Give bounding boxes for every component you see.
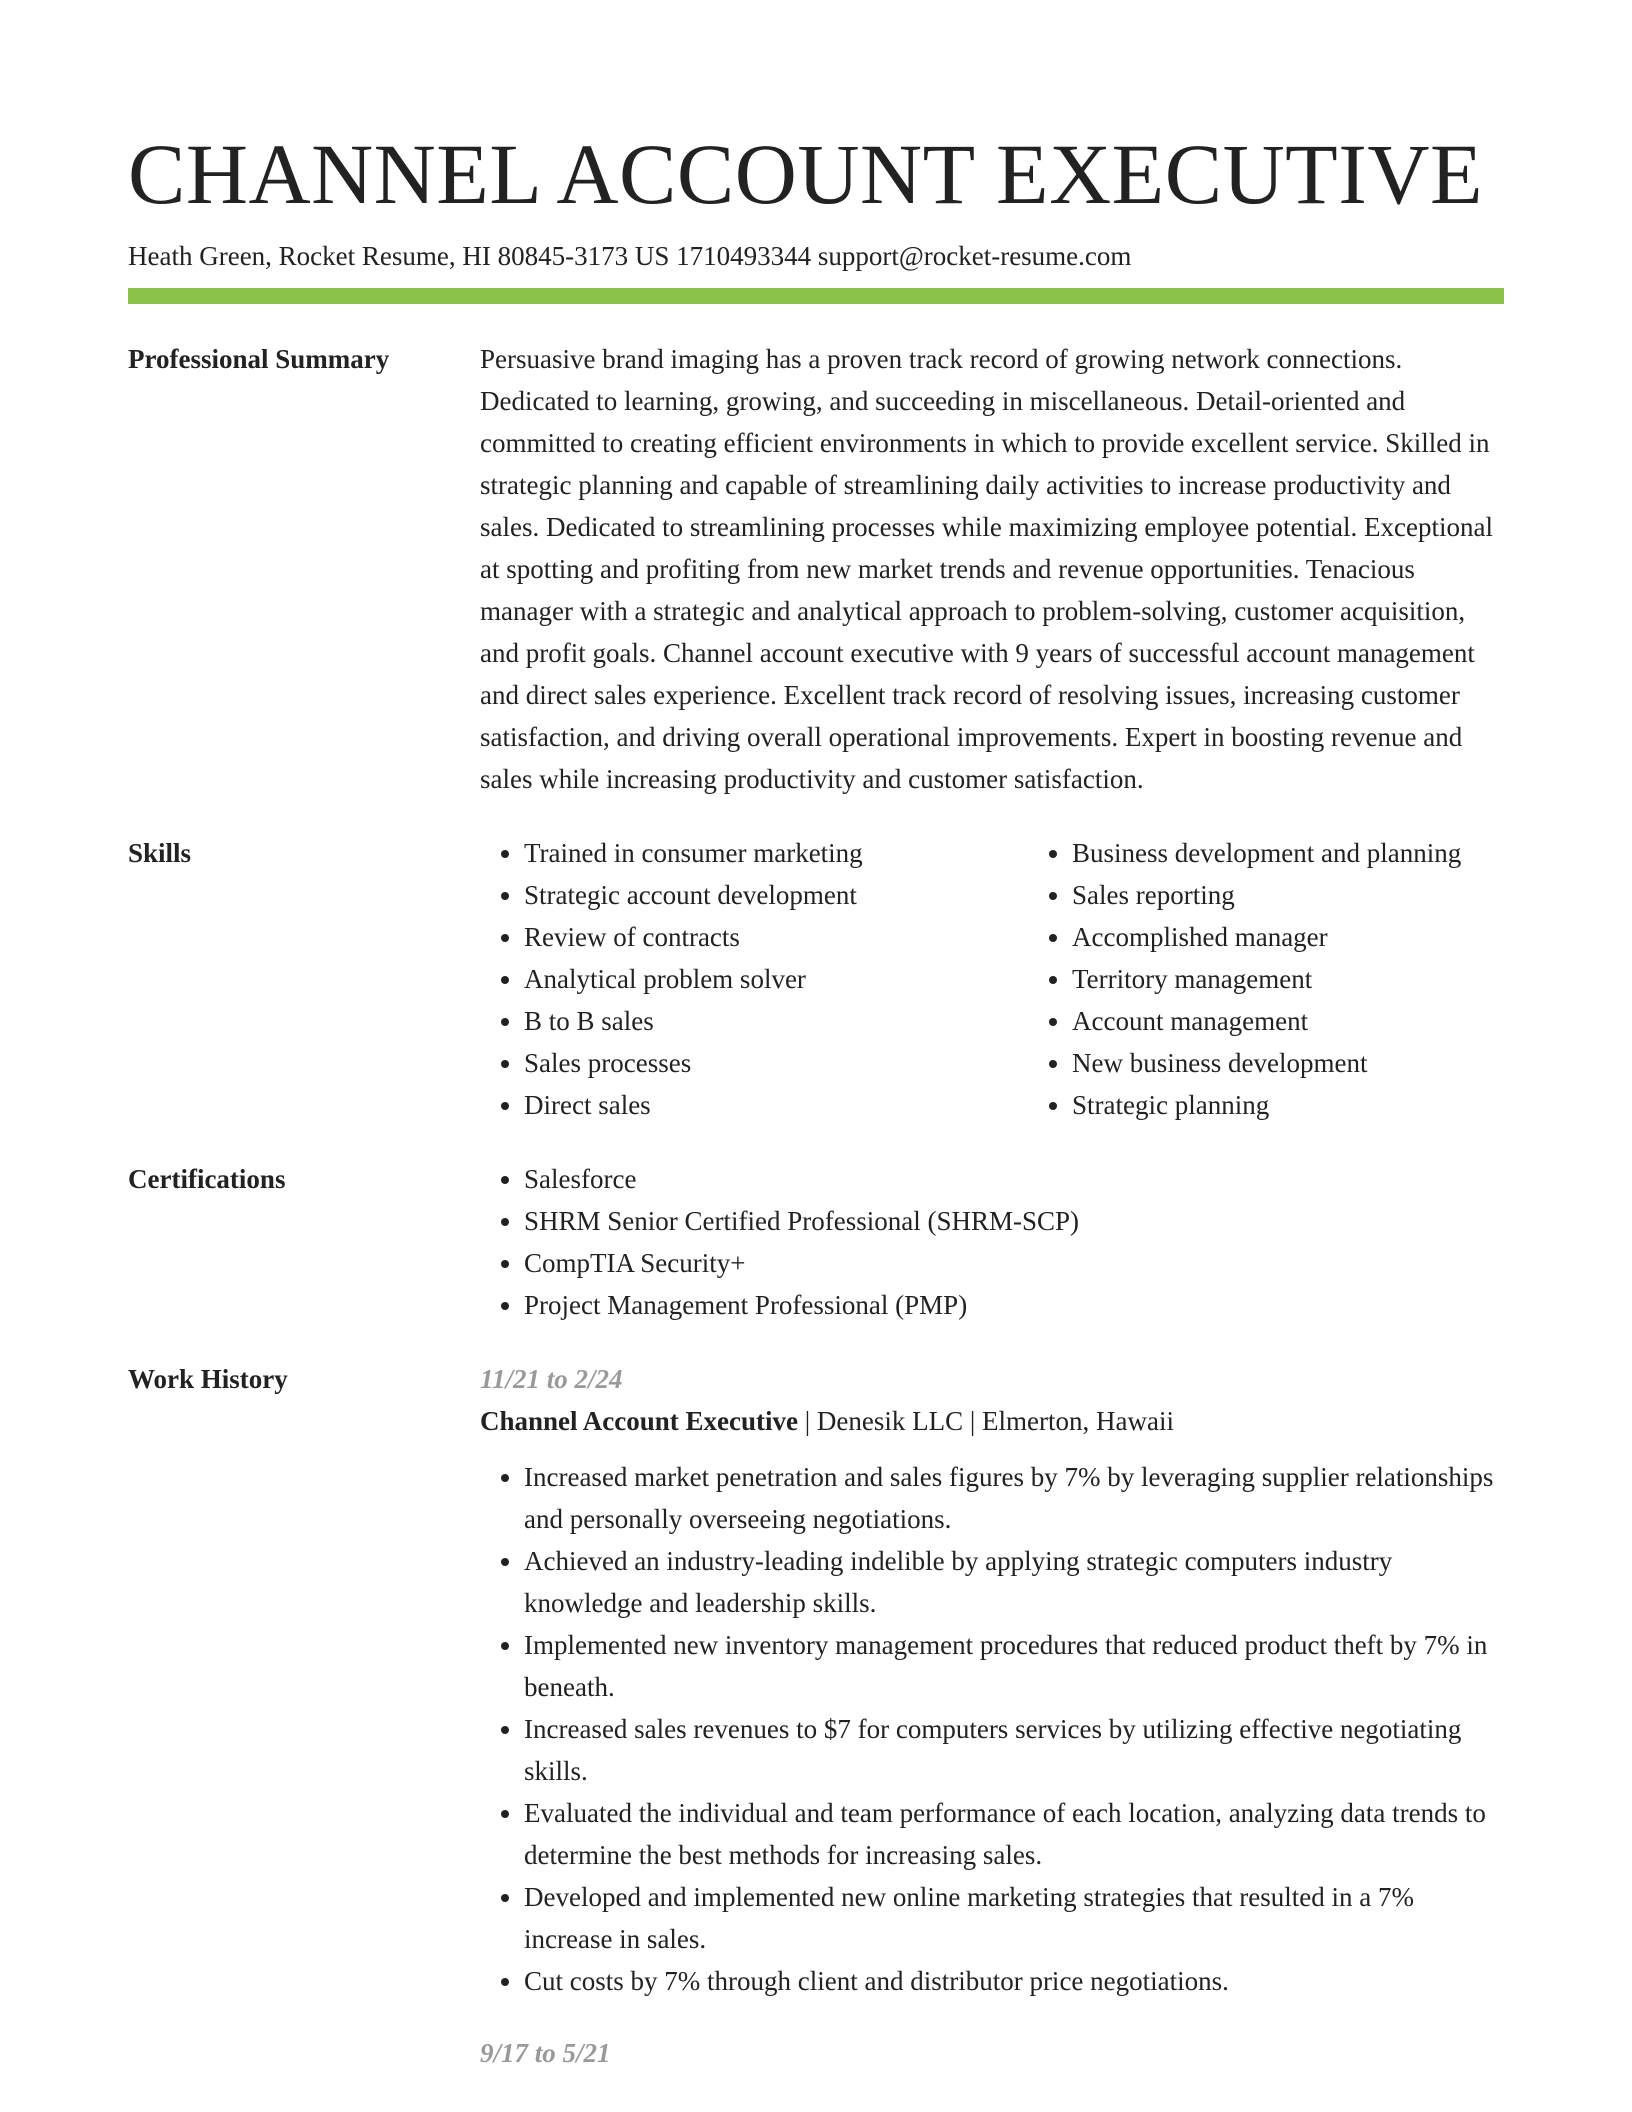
certifications-list [480, 1158, 1504, 1326]
job-heading [480, 1400, 1504, 1442]
skill-item: • Strategic account development [524, 874, 1028, 916]
skill-item: • Sales processes [524, 1042, 1028, 1084]
certification-item: • Project Management Professional (PMP) [524, 1284, 1504, 1326]
skill-item: • Accomplished manager [1072, 916, 1504, 958]
certification-item: • SHRM Senior Certified Professional (SHRM-SCP) [524, 1200, 1504, 1242]
skill-item: • Account management [1072, 1000, 1504, 1042]
skills-list-right [1028, 832, 1504, 1126]
certifications-body [480, 1158, 1504, 1326]
resume-title: CHANNEL ACCOUNT EXECUTIVE [128, 126, 1483, 222]
skill-item: • Review of contracts [524, 916, 1028, 958]
job-bullet: • Evaluated the individual and team performance of each location, analyzing data trends to determine the best methods for increasing sales. [524, 1792, 1504, 1876]
work-history-section [128, 1358, 1504, 2074]
section-label-summary: Professional Summary [128, 344, 390, 375]
job-bullet: • Increased market penetration and sales figures by 7% by leveraging supplier relationships and personally overseeing negotiations. [524, 1456, 1504, 1540]
skill-item: • Sales reporting [1072, 874, 1504, 916]
job-bullet: • Cut costs by 7% through client and distributor price negotiations. [524, 1960, 1504, 2002]
skill-item: • Strategic planning [1072, 1084, 1504, 1126]
skills-columns [480, 832, 1504, 1126]
summary-text: Persuasive brand imaging has a proven track record of growing network connections. Dedicated to learning, growing, and succeeding in miscellaneous. Detail-oriented and committed to creating efficient environments in which to provide excellent service. Skilled in strategic planning and capable of streamlining daily activities to increase productivity and sales. Dedicated to streamlining processes while maximizing employee potential. Exceptional at spotting and profiting from new market trends and revenue opportunities. Tenacious manager with a strategic and analytical approach to problem-solving, customer acquisition, and profit goals. Channel account executive with 9 years of successful account management and direct sales experience. Excellent track record of resolving issues, increasing customer satisfaction, and driving overall operational improvements. Expert in boosting revenue and sales while increasing productivity and customer satisfaction. [480, 344, 1493, 795]
skill-item: • B to B sales [524, 1000, 1028, 1042]
work-history-body [480, 1358, 1504, 2074]
section-label-certifications: Certifications [128, 1164, 286, 1195]
skills-list-left [480, 832, 1028, 1126]
skill-item: • New business development [1072, 1042, 1504, 1084]
job-dates: 9/17 to 5/21 [480, 2038, 611, 2069]
job-bullets [480, 1456, 1504, 2002]
job-entry [480, 2032, 1504, 2074]
skill-item: • Territory management [1072, 958, 1504, 1000]
certification-item: • Salesforce [524, 1158, 1504, 1200]
certifications-section [128, 1158, 1504, 1326]
job-company-location: | Denesik LLC | Elmerton, Hawaii [798, 1406, 1174, 1437]
contact-line: Heath Green, Rocket Resume, HI 80845-3173 US 1710493344 support@rocket-resume.com [128, 241, 1132, 271]
resume-page [128, 118, 1504, 2074]
section-label-work-history: Work History [128, 1364, 288, 1395]
job-entry [480, 1358, 1504, 2002]
skill-item: • Analytical problem solver [524, 958, 1028, 1000]
job-bullet: • Increased sales revenues to $7 for computers services by utilizing effective negotiating skills. [524, 1708, 1504, 1792]
skill-item: • Trained in consumer marketing [524, 832, 1028, 874]
certification-item: • CompTIA Security+ [524, 1242, 1504, 1284]
skill-item: • Business development and planning [1072, 832, 1504, 874]
professional-summary-section [128, 338, 1504, 800]
job-bullet: • Developed and implemented new online marketing strategies that resulted in a 7% increase in sales. [524, 1876, 1504, 1960]
skills-section [128, 832, 1504, 1126]
job-dates: 11/21 to 2/24 [480, 1364, 623, 1395]
job-title: Channel Account Executive [480, 1406, 799, 1437]
section-label-skills: Skills [128, 838, 192, 869]
job-bullet: • Implemented new inventory management procedures that reduced product theft by 7% in beneath. [524, 1624, 1504, 1708]
skill-item: • Direct sales [524, 1084, 1028, 1126]
job-bullet: • Achieved an industry-leading indelible by applying strategic computers industry knowledge and leadership skills. [524, 1540, 1504, 1624]
accent-divider [128, 288, 1504, 304]
